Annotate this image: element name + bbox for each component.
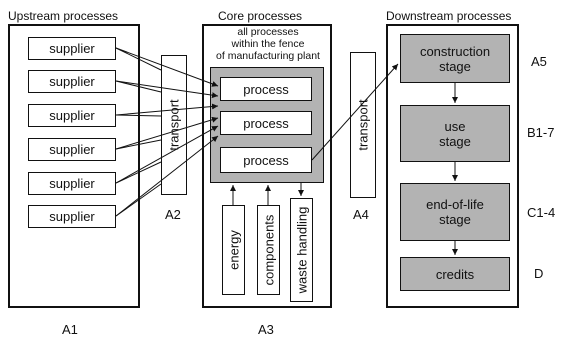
downstream-transport-label: transport <box>355 99 371 151</box>
end-of-life-stage-box: end-of-life stage <box>400 183 510 241</box>
fence-note: all processes within the fence of manufacturing plant <box>216 26 320 62</box>
use-stage-box: use stage <box>400 105 510 162</box>
process-box-2: process <box>220 111 312 135</box>
energy-label: energy <box>226 230 241 270</box>
stage-c1-4-code: C1-4 <box>527 205 556 220</box>
supplier-box-4: supplier <box>28 138 116 161</box>
construction-stage-box: construction stage <box>400 34 510 83</box>
stage-b1-7-code: B1-7 <box>527 125 555 140</box>
stage-a5-code: A5 <box>531 54 547 69</box>
stage-a4-label: A4 <box>353 207 369 222</box>
stage-a1-label: A1 <box>62 322 78 337</box>
downstream-transport-box <box>350 52 376 198</box>
waste-handling-label: waste handling <box>294 206 309 294</box>
energy-box <box>222 205 245 295</box>
waste-handling-box <box>290 198 313 302</box>
components-label: components <box>261 214 276 286</box>
upstream-transport-box <box>161 55 187 195</box>
supplier-box-5: supplier <box>28 172 116 195</box>
process-box-3: process <box>220 147 312 173</box>
supplier-box-2: supplier <box>28 70 116 93</box>
upstream-title: Upstream processes <box>8 9 119 23</box>
upstream-transport-label: transport <box>166 99 182 151</box>
credits-box: credits <box>400 257 510 291</box>
supplier-box-6: supplier <box>28 205 116 228</box>
stage-a3-label: A3 <box>258 322 274 337</box>
stage-a2-label: A2 <box>165 207 181 222</box>
core-title: Core processes <box>218 9 303 23</box>
downstream-title: Downstream processes <box>386 9 512 23</box>
components-box <box>257 205 280 295</box>
upstream-panel <box>8 24 140 308</box>
supplier-box-1: supplier <box>28 37 116 60</box>
stage-d-code: D <box>534 266 544 281</box>
process-box-1: process <box>220 77 312 101</box>
supplier-box-3: supplier <box>28 104 116 127</box>
